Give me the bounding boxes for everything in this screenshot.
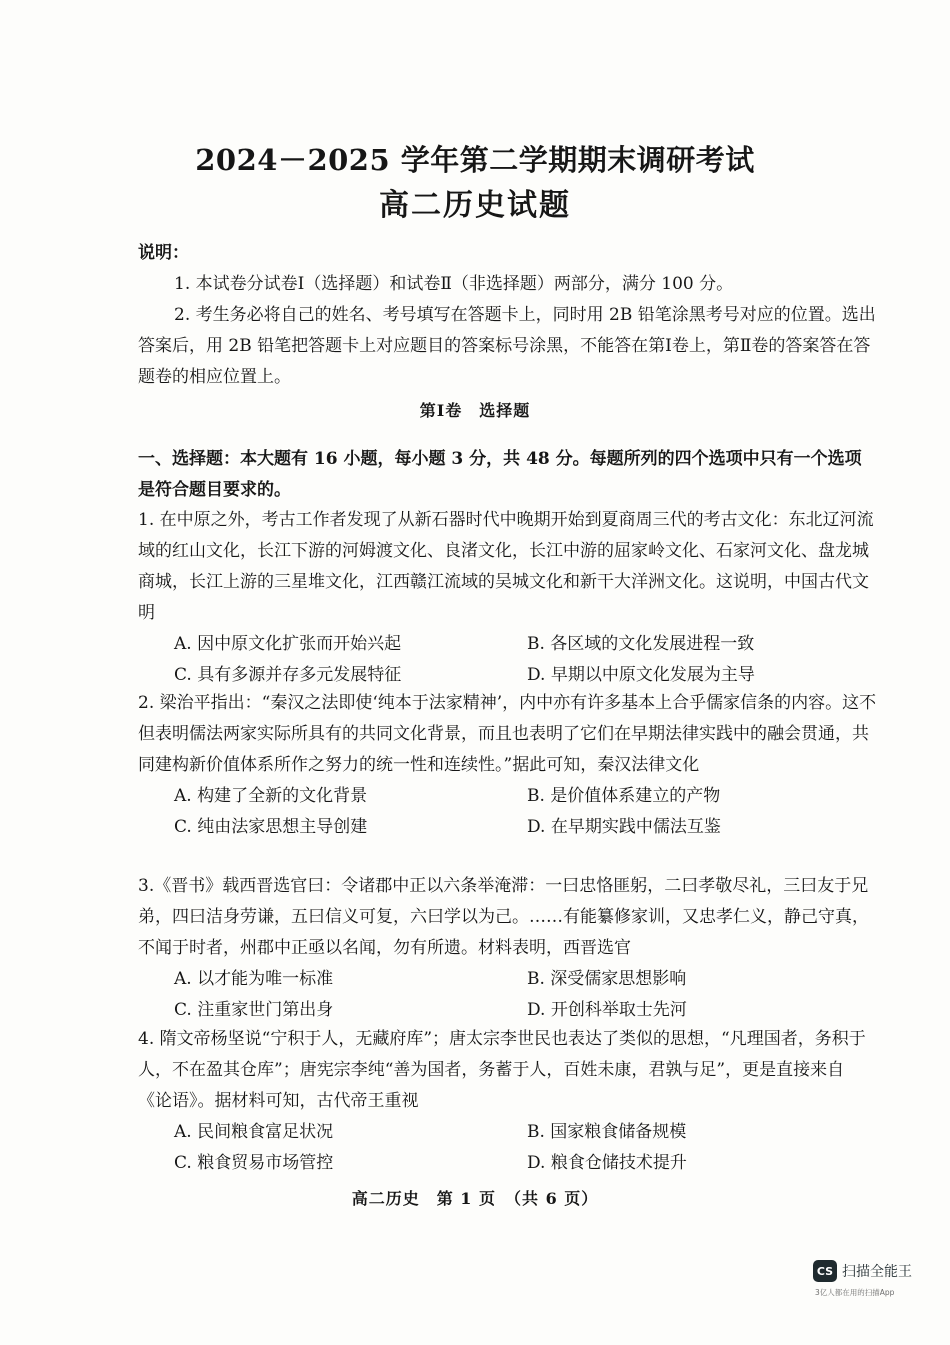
exam-title: 2024－2025 学年第二学期期末调研考试 [195,143,755,177]
option-a: A. 以才能为唯一标准 [174,969,334,989]
option-b: B. 是价值体系建立的产物 [527,786,721,806]
instructions [138,238,878,393]
option-c: C. 纯由法家思想主导创建 [174,817,368,837]
option-d: D. 在早期实践中儒法互鉴 [527,817,721,837]
scanner-watermark [813,1260,923,1300]
options [138,1117,878,1179]
option-c: C. 注重家世门第出身 [174,1000,334,1020]
exam-subtitle: 高二历史试题 [379,188,571,223]
option-b: B. 深受儒家思想影响 [527,969,687,989]
question-2 [138,688,878,843]
options [138,781,878,843]
question-stem: 1. 在中原之外，考古工作者发现了从新石器时代中晚期开始到夏商周三代的考古文化：东北辽河流域的红山文化，长江下游的河姆渡文化、良渚文化，长江中游的屈家岭文化、石家河文化、盘龙城商城，长江上游的三星堆文化，江西赣江流域的吴城文化和新干大洋洲文化。这说明，中国古代文明 [138,510,874,623]
option-b: B. 国家粮食储备规模 [527,1122,687,1142]
option-d: D. 开创科举取士先河 [527,1000,687,1020]
watermark-tagline: 3亿人都在用的扫描App [815,1288,895,1297]
question-4 [138,1024,878,1179]
watermark-app-name: 扫描全能王 [842,1264,912,1280]
option-c: C. 粮食贸易市场管控 [174,1153,334,1173]
option-a: A. 因中原文化扩张而开始兴起 [174,634,402,654]
option-d: D. 粮食仓储技术提升 [527,1153,687,1173]
question-3 [138,871,878,1026]
question-1 [138,505,878,691]
page-footer: 高二历史 第 1 页 （共 6 页） [351,1189,599,1208]
question-stem: 2. 梁治平指出：“秦汉之法即使‘纯本于法家精神’，内中亦有许多基本上合乎儒家信条的内容。这不但表明儒法两家实际所具有的共同文化背景，而且也表明了它们在早期法律实践中的融会贯通，共同建构新价值体系所作之努力的统一性和连续性。”据此可知，秦汉法律文化 [138,693,877,775]
camscanner-logo-icon: CS [813,1260,837,1282]
section-title: 第Ⅰ卷 选择题 [419,401,531,420]
options [138,964,878,1026]
section-instruction: 一、选择题：本大题有 16 小题，每小题 3 分，共 48 分。每题所列的四个选项中只有一个选项是符合题目要求的。 [138,449,862,500]
instruction-item: 2. 考生务必将自己的姓名、考号填写在答题卡上，同时用 2B 铅笔涂黑考号对应的位置。选出答案后，用 2B 铅笔把答题卡上对应题目的答案标号涂黑，不能答在第Ⅰ卷上，第Ⅱ卷的答案答在答题卷的相应位置上。 [138,305,876,387]
question-stem: 4. 隋文帝杨坚说“宁积于人，无藏府库”；唐太宗李世民也表达了类似的思想，“凡理国者，务积于人，不在盈其仓库”；唐宪宗李纯“善为国者，务蓄于人，百姓未康，君孰与足”，更是直接来自《论语》。据材料可知，古代帝王重视 [138,1029,866,1111]
option-a: A. 构建了全新的文化背景 [174,786,368,806]
option-c: C. 具有多源并存多元发展特征 [174,665,402,685]
option-a: A. 民间粮食富足状况 [174,1122,334,1142]
option-d: D. 早期以中原文化发展为主导 [527,665,755,685]
option-b: B. 各区域的文化发展进程一致 [527,634,755,654]
instruction-item: 1. 本试卷分试卷Ⅰ（选择题）和试卷Ⅱ（非选择题）两部分，满分 100 分。 [174,274,734,294]
question-stem: 3.《晋书》载西晋选官曰：令诸郡中正以六条举淹滞：一曰忠恪匪躬，二曰孝敬尽礼，三曰友于兄弟，四曰洁身劳谦，五曰信义可复，六曰学以为己。……有能纂修家训，又忠孝仁义，静己守真，不闻于时者，州郡中正亟以名闻，勿有所遗。材料表明，西晋选官 [138,876,869,958]
instructions-heading: 说明： [138,243,189,263]
options [138,629,878,691]
